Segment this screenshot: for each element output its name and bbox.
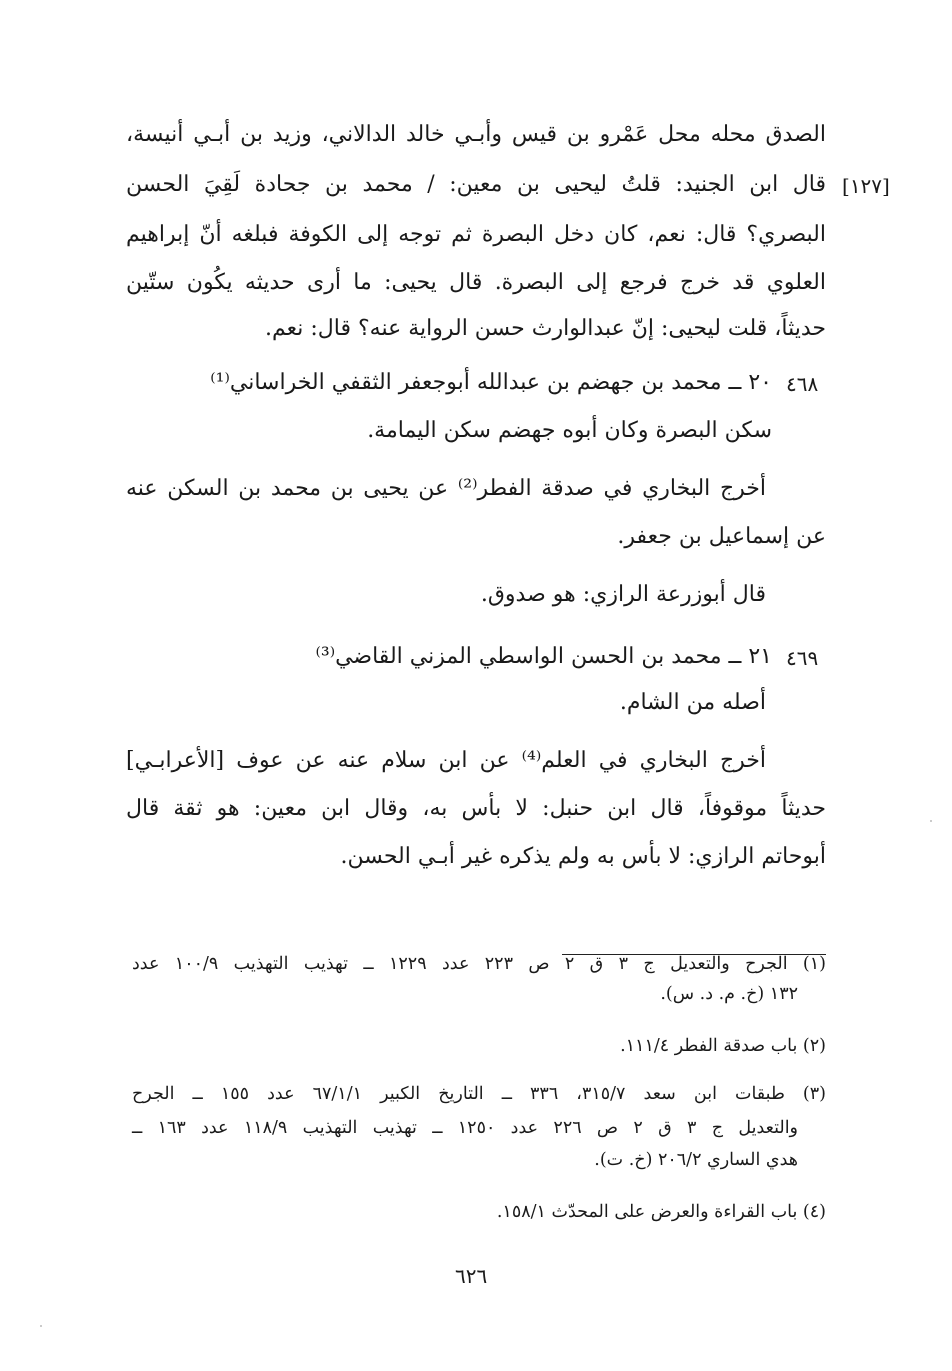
footnote-line: (٢) باب صدقة الفطر ١١١/٤. bbox=[620, 1036, 826, 1056]
body-line: قال أبوزرعة الرازي: هو صدوق. bbox=[480, 582, 766, 607]
footnote-line: (١) الجرح والتعديل ج ٣ ق ٢ ص ٢٢٣ عدد ١٢٢٩ ــ تهذيب التهذيب ١٠٠/٩ عدد bbox=[132, 954, 826, 974]
scan-speck bbox=[40, 1325, 42, 1327]
body-line: أبوحاتم الرازي: لا بأس به ولم يذكره غير أبـي الحسن. bbox=[340, 844, 826, 869]
footnote-line: والتعديل ج ٣ ق ٢ ص ٢٢٦ عدد ١٢٥٠ ــ تهذيب التهذيب ١١٨/٩ عدد ١٦٣ ــ bbox=[132, 1118, 799, 1138]
body-line: قال ابن الجنيد: قلتُ ليحيى بن معين: / محمد بن جحادة لَقِيَ الحسن bbox=[126, 172, 826, 197]
body-line: أصله من الشام. bbox=[619, 690, 766, 715]
footnote-line: (٤) باب القراءة والعرض على المحدّث ١٥٨/١. bbox=[496, 1202, 826, 1222]
margin-page-marker: [١٢٧] bbox=[842, 174, 890, 198]
footnote-line: (٣) طبقات ابن سعد ٣١٥/٧، ٣٣٦ ــ التاريخ الكبير ٦٧/١/١ عدد ١٥٥ ــ الجرح bbox=[132, 1084, 826, 1104]
entry-number: ٤٦٨ bbox=[786, 372, 819, 396]
body-line: حديثاً، قلت ليحيى: إنّ عبدالوارث حسن الرواية عنه؟ قال: نعم. bbox=[265, 316, 826, 341]
body-line: حديثاً موقوفاً، قال ابن حنبل: لا بأس به، وقال ابن معين: هو ثقة قال bbox=[126, 796, 826, 821]
body-line: البصري؟ قال: نعم، كان دخل البصرة ثم توجه إلى الكوفة فبلغه أنّ إبراهيم bbox=[126, 222, 826, 247]
body-line: أخرج البخاري في صدقة الفطر⁽²⁾ عن يحيى بن محمد بن السكن عنه bbox=[126, 476, 767, 501]
page-number: ٦٢٦ bbox=[455, 1264, 488, 1288]
body-line: العلوي قد خرج فرجع إلى البصرة. قال يحيى: ما أرى حديثه يكُون ستّين bbox=[126, 270, 826, 295]
scan-speck bbox=[930, 820, 932, 822]
body-line: سكن البصرة وكان أبوه جهضم سكن اليمامة. bbox=[367, 418, 772, 443]
footnote-line: ١٣٢ (خ. م. د. س). bbox=[660, 984, 798, 1004]
entry-heading: ٢١ ــ محمد بن الحسن الواسطي المزني القاضي⁽³⁾ bbox=[315, 644, 772, 669]
entry-number: ٤٦٩ bbox=[786, 646, 819, 670]
body-line: عن إسماعيل بن جعفر. bbox=[617, 524, 826, 549]
footnote-line: هدي الساري ٢٠٦/٢ (خ. ت). bbox=[594, 1150, 798, 1170]
body-line: أخرج البخاري في العلم⁽⁴⁾ عن ابن سلام عنه عن عوف [الأعرابـي] bbox=[126, 748, 766, 773]
body-line: الصدق محله محل عَمْرو بن قيس وأبـي خالد الدالاني، وزيد بن أبـي أنيسة، bbox=[126, 122, 826, 147]
entry-heading: ٢٠ ــ محمد بن جهضم بن عبدالله أبوجعفر الثقفي الخراساني⁽¹⁾ bbox=[210, 370, 772, 395]
